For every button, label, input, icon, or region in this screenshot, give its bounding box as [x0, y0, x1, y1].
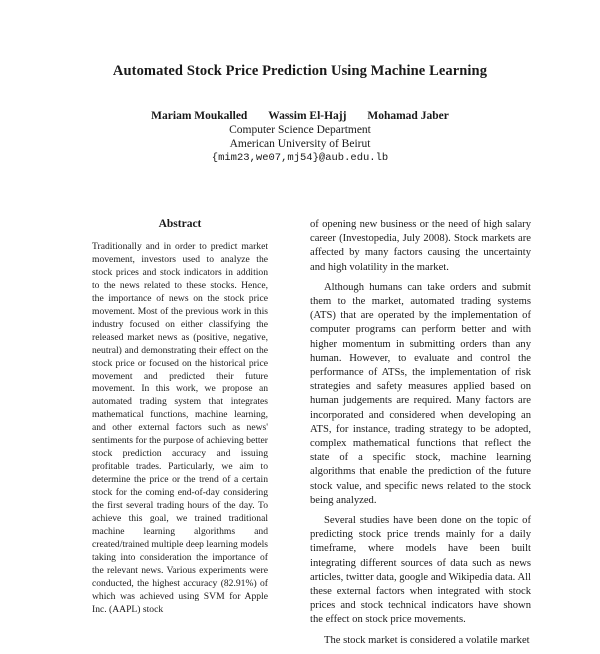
- abstract-text: Traditionally and in order to predict market movement, investors used to analyze the stock prices and stock indicators in addition to the news related to these stocks. Hence, the importance of news on the stock price movement. Most of the previous work in this industry focused on either classifying the released market news as (positive, negative, neutral) and demonstrating their effect on the stock price or focused on the historical price movement and predicted their future movement. In this work, we propose an automated trading system that integrates mathematical functions, machine learning, and other external factors such as news' sentiments for the purpose of achieving better stock prediction accuracy and issuing profitable trades. Particularly, we aim to determine the price or the trend of a certain stock for the coming end-of-day considering the first several trading hours of the day. To achieve this goal, we trained traditional machine learning algorithms and created/trained multiple deep learning models taking into consideration the importance of the relevant news. Various experiments were conducted, the highest accuracy (82.91%) of which was achieved using SVM for Apple Inc. (AAPL) stock: [92, 241, 268, 615]
- body-paragraph: Although humans can take orders and submit them to the market, automated trading systems (ATS) that are operated by the implementation of computer programs can perform better and with higher momentum in submitting orders than any human. However, to evaluate and control the performance of ATSs, the implementation of risk strategies and safety measures applied based on human judgements are required. Many factors are incorporated and considered when developing an ATS, for instance, trading strategy to be adopted, complex mathematical functions that reflect the state of a specific stock, machine learning algorithms that enable the prediction of the future stock value, and specific news related to the stock being analyzed.: [310, 281, 531, 506]
- author-name: Mohamad Jaber: [367, 110, 449, 122]
- author-university: American University of Beirut: [229, 138, 371, 150]
- body-paragraph: Several studies have been done on the topic of predicting stock price trends mainly for a daily timeframe, where models have been built integrating different sources of data such as news articles, twitter data, google and Wikipedia data. All these external factors when integrated with stock prices and stock technical indicators have shown the effect on stock price movements.: [310, 515, 531, 626]
- body-column-right: [310, 218, 531, 654]
- paper-title: Automated Stock Price Prediction Using Machine Learning: [112, 63, 488, 79]
- abstract-heading: Abstract: [158, 218, 202, 230]
- author-email[interactable]: {mim23,we07,mj54}@aub.edu.lb: [211, 152, 389, 164]
- author-name: Wassim El-Hajj: [268, 110, 347, 122]
- author-list: [0, 110, 600, 122]
- body-paragraph: of opening new business or the need of high salary career (Investopedia, July 2008). Stock markets are affected by many factors causing the uncertainty and high volatility in the market.: [310, 219, 531, 273]
- author-name: Mariam Moukalled: [151, 110, 248, 122]
- author-department: Computer Science Department: [229, 124, 371, 136]
- body-paragraph: The stock market is considered a volatile market: [324, 634, 530, 646]
